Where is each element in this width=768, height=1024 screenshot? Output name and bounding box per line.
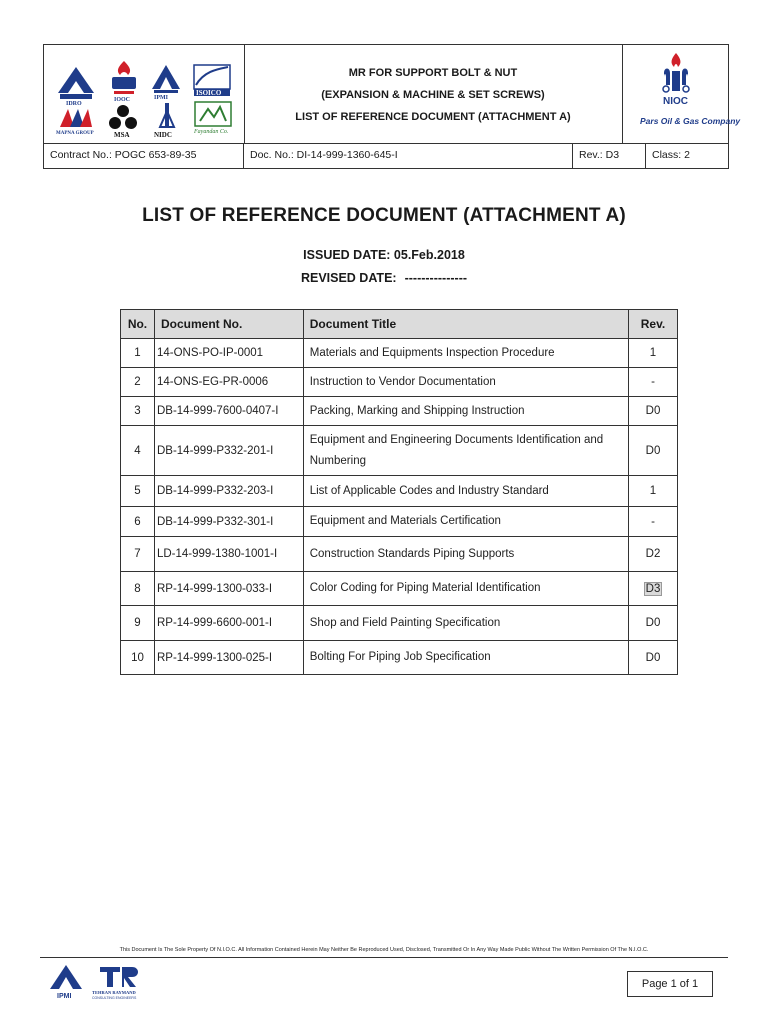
row-title: Bolting For Piping Job Specification <box>303 641 628 675</box>
nidc-logo <box>152 101 182 133</box>
idro-logo <box>54 63 98 101</box>
header-top-row <box>44 45 741 144</box>
tehran-raymand-logo <box>98 965 142 989</box>
row-rev: - <box>629 368 678 397</box>
row-no: 9 <box>121 606 155 641</box>
page-title: LIST OF REFERENCE DOCUMENT (ATTACHMENT A) <box>142 205 626 226</box>
table-row <box>121 606 678 641</box>
table-header-row <box>121 310 678 339</box>
row-docno: DB-14-999-P332-203-I <box>154 476 303 507</box>
header-title-line-3: LIST OF REFERENCE DOCUMENT (ATTACHMENT A) <box>295 111 571 123</box>
revised-date <box>0 271 768 285</box>
row-no: 1 <box>121 339 155 368</box>
logo-label-mapna: MAPNA GROUP <box>56 131 94 136</box>
table-row <box>121 641 678 675</box>
row-rev: 1 <box>629 476 678 507</box>
row-no: 2 <box>121 368 155 397</box>
mapna-logo <box>58 105 94 131</box>
footer-logo-label-ipmi: IPMI <box>57 993 72 1000</box>
nioc-logo <box>656 51 696 97</box>
footer-logo-label-consulting: CONSULTING ENGINEERS <box>92 996 137 1000</box>
table-row <box>121 476 678 507</box>
logo-label-nidc: NIDC <box>154 131 172 139</box>
table-row <box>121 537 678 572</box>
iooc-logo <box>104 57 144 97</box>
nioc-company: Pars Oil & Gas Company <box>640 116 741 126</box>
footer-logo-label-tehran-raymand: TEHRAN RAYMAND <box>92 990 136 995</box>
row-no: 6 <box>121 507 155 537</box>
row-rev-cell <box>629 572 678 606</box>
revised-date-value: --------------- <box>404 271 468 285</box>
row-docno: 14-ONS-EG-PR-0006 <box>154 368 303 397</box>
class: Class: 2 <box>652 149 690 161</box>
logo-label-iooc: IOOC <box>114 97 131 103</box>
row-no: 3 <box>121 397 155 426</box>
row-rev-highlighted: D3 <box>645 582 661 595</box>
row-no: 4 <box>121 426 155 476</box>
logo-label-fayandan: Fayandan Co. <box>194 129 229 135</box>
partner-logos <box>44 45 245 143</box>
fayandan-logo <box>194 101 232 127</box>
revision: Rev.: D3 <box>573 143 646 168</box>
row-docno: LD-14-999-1380-1001-I <box>154 537 303 572</box>
header-title-line-2: (EXPANSION & MACHINE & SET SCREWS) <box>321 89 545 101</box>
table-row <box>121 368 678 397</box>
table-row <box>121 507 678 537</box>
row-docno: RP-14-999-6600-001-I <box>154 606 303 641</box>
logo-label-idro: IDRO <box>66 101 82 107</box>
logo-label-ipmi: IPMI <box>154 95 168 101</box>
row-title: Equipment and Materials Certification <box>303 507 628 537</box>
row-docno: RP-14-999-1300-025-I <box>154 641 303 675</box>
row-title: Packing, Marking and Shipping Instruction <box>303 397 628 426</box>
logo-label-isoico: ISOICO <box>196 89 222 97</box>
row-rev: D0 <box>629 397 678 426</box>
row-no: 8 <box>121 572 155 606</box>
footer-divider <box>40 957 728 958</box>
nioc-abbr: NIOC <box>663 96 688 107</box>
row-rev: 1 <box>629 339 678 368</box>
table-row <box>121 339 678 368</box>
row-title: Color Coding for Piping Material Identification <box>303 572 628 606</box>
revised-date-label: REVISED DATE: <box>300 271 397 285</box>
document-number: Doc. No.: DI-14-999-1360-645-I <box>244 143 573 168</box>
page-number: Page 1 of 1 <box>627 971 713 997</box>
table-row <box>121 397 678 426</box>
row-title: Equipment and Engineering Documents Identification and Numbering <box>303 426 628 476</box>
contract-number: Contract No.: POGC 653-89-35 <box>44 143 244 168</box>
column-header-rev: Rev. <box>629 310 678 339</box>
row-title: List of Applicable Codes and Industry Standard <box>303 476 628 507</box>
document-header <box>43 44 741 169</box>
row-no: 5 <box>121 476 155 507</box>
table-row <box>121 572 678 606</box>
reference-document-table <box>120 309 678 675</box>
row-docno: DB-14-999-P332-201-I <box>154 426 303 476</box>
issued-date: ISSUED DATE: 05.Feb.2018 <box>303 248 465 262</box>
row-docno: RP-14-999-1300-033-I <box>154 572 303 606</box>
row-rev: - <box>629 507 678 537</box>
column-header-no: No. <box>121 310 155 339</box>
row-title: Instruction to Vendor Documentation <box>303 368 628 397</box>
row-rev: D0 <box>629 606 678 641</box>
table-row <box>121 426 678 476</box>
column-header-title: Document Title <box>303 310 628 339</box>
header-info-row <box>44 143 728 168</box>
header-title-line-1: MR FOR SUPPORT BOLT & NUT <box>348 67 518 79</box>
row-title: Construction Standards Piping Supports <box>303 537 628 572</box>
footer-logos <box>44 963 164 1003</box>
row-no: 7 <box>121 537 155 572</box>
row-no: 10 <box>121 641 155 675</box>
column-header-docno: Document No. <box>154 310 303 339</box>
row-rev: D0 <box>629 426 678 476</box>
row-title: Materials and Equipments Inspection Procedure <box>303 339 628 368</box>
header-title-block <box>244 45 623 143</box>
ipmi-logo <box>148 63 184 95</box>
ipmi-footer-logo <box>46 963 86 993</box>
nioc-logo-block <box>622 45 741 143</box>
logo-label-msa: MSA <box>114 131 130 139</box>
footer-copyright-note: This Document Is The Sole Property Of N.I.O.C. All Information Contained Herein May Neither Be Reproduced Used, Disclosed, Transmitted Or In Any Way Made Public Without The Written Permission Of The N.I.O.C. <box>119 947 649 953</box>
row-docno: DB-14-999-7600-0407-I <box>154 397 303 426</box>
msa-logo <box>108 103 138 131</box>
row-rev: D2 <box>629 537 678 572</box>
row-docno: 14-ONS-PO-IP-0001 <box>154 339 303 368</box>
row-title: Shop and Field Painting Specification <box>303 606 628 641</box>
row-rev: D0 <box>629 641 678 675</box>
row-docno: DB-14-999-P332-301-I <box>154 507 303 537</box>
